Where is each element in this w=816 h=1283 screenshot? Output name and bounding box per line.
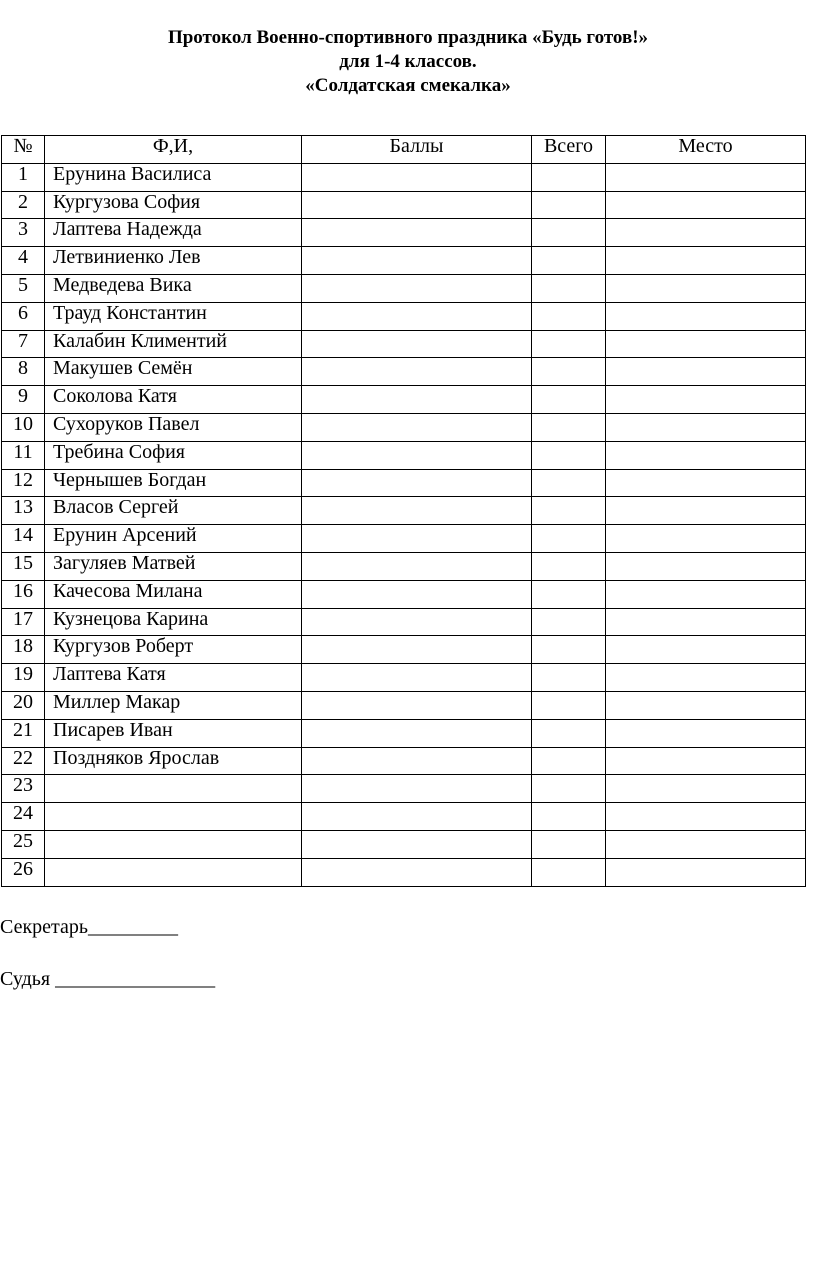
row-number-cell: 17 [2, 608, 45, 636]
table-row [2, 552, 806, 580]
place-cell [606, 358, 806, 386]
column-header-name: Ф,И, [45, 136, 302, 164]
table-row [2, 525, 806, 553]
total-cell [532, 358, 606, 386]
participant-name-cell: Ерунин Арсений [45, 525, 302, 553]
participant-name-cell: Лаптева Надежда [45, 219, 302, 247]
points-cell [302, 830, 532, 858]
total-cell [532, 830, 606, 858]
place-cell [606, 274, 806, 302]
document-title [0, 26, 816, 98]
row-number-cell: 1 [2, 163, 45, 191]
participant-name-cell: Чернышев Богдан [45, 469, 302, 497]
participant-name-cell: Писарев Иван [45, 719, 302, 747]
place-cell [606, 858, 806, 886]
table-body [2, 163, 806, 886]
column-header-total: Всего [532, 136, 606, 164]
row-number-cell: 21 [2, 719, 45, 747]
total-cell [532, 636, 606, 664]
total-cell [532, 775, 606, 803]
total-cell [532, 858, 606, 886]
place-cell [606, 525, 806, 553]
place-cell [606, 386, 806, 414]
table-row [2, 664, 806, 692]
table-row [2, 497, 806, 525]
row-number-cell: 3 [2, 219, 45, 247]
points-cell [302, 191, 532, 219]
row-number-cell: 6 [2, 302, 45, 330]
total-cell [532, 719, 606, 747]
row-number-cell: 9 [2, 386, 45, 414]
participant-name-cell: Трауд Константин [45, 302, 302, 330]
table-row [2, 302, 806, 330]
row-number-cell: 7 [2, 330, 45, 358]
participant-name-cell: Калабин Климентий [45, 330, 302, 358]
row-number-cell: 4 [2, 247, 45, 275]
points-cell [302, 274, 532, 302]
participant-name-cell: Поздняков Ярослав [45, 747, 302, 775]
points-cell [302, 330, 532, 358]
table-row [2, 274, 806, 302]
row-number-cell: 24 [2, 803, 45, 831]
participant-name-cell: Медведева Вика [45, 274, 302, 302]
column-header-points: Баллы [302, 136, 532, 164]
table-row [2, 163, 806, 191]
place-cell [606, 302, 806, 330]
place-cell [606, 691, 806, 719]
total-cell [532, 580, 606, 608]
points-cell [302, 747, 532, 775]
column-header-number: № [2, 136, 45, 164]
points-cell [302, 386, 532, 414]
row-number-cell: 13 [2, 497, 45, 525]
place-cell [606, 247, 806, 275]
points-cell [302, 580, 532, 608]
place-cell [606, 803, 806, 831]
points-cell [302, 552, 532, 580]
points-cell [302, 219, 532, 247]
participant-name-cell: Миллер Макар [45, 691, 302, 719]
points-cell [302, 636, 532, 664]
participant-name-cell: Ерунина Василиса [45, 163, 302, 191]
points-cell [302, 775, 532, 803]
judge-signature-line: Судья ________________ [0, 968, 216, 990]
participant-name-cell [45, 775, 302, 803]
row-number-cell: 16 [2, 580, 45, 608]
points-cell [302, 358, 532, 386]
total-cell [532, 302, 606, 330]
table-row [2, 858, 806, 886]
row-number-cell: 22 [2, 747, 45, 775]
participant-name-cell: Макушев Семён [45, 358, 302, 386]
table-row [2, 219, 806, 247]
place-cell [606, 191, 806, 219]
participant-name-cell [45, 858, 302, 886]
place-cell [606, 664, 806, 692]
row-number-cell: 14 [2, 525, 45, 553]
points-cell [302, 497, 532, 525]
row-number-cell: 10 [2, 413, 45, 441]
table-row [2, 386, 806, 414]
row-number-cell: 25 [2, 830, 45, 858]
table-row [2, 636, 806, 664]
table-row [2, 441, 806, 469]
row-number-cell: 23 [2, 775, 45, 803]
total-cell [532, 219, 606, 247]
total-cell [532, 441, 606, 469]
points-cell [302, 525, 532, 553]
place-cell [606, 747, 806, 775]
title-line-1: Протокол Военно-спортивного праздника «Будь готов!» [167, 27, 649, 48]
row-number-cell: 5 [2, 274, 45, 302]
participant-name-cell: Власов Сергей [45, 497, 302, 525]
participant-name-cell [45, 803, 302, 831]
participant-name-cell: Летвиниенко Лев [45, 247, 302, 275]
total-cell [532, 274, 606, 302]
column-header-place: Место [606, 136, 806, 164]
table-row [2, 691, 806, 719]
place-cell [606, 219, 806, 247]
table-row [2, 775, 806, 803]
table-row [2, 469, 806, 497]
row-number-cell: 11 [2, 441, 45, 469]
table-row [2, 191, 806, 219]
total-cell [532, 386, 606, 414]
total-cell [532, 552, 606, 580]
row-number-cell: 18 [2, 636, 45, 664]
points-cell [302, 247, 532, 275]
points-cell [302, 664, 532, 692]
points-cell [302, 691, 532, 719]
secretary-signature-line: Секретарь_________ [0, 916, 179, 938]
place-cell [606, 636, 806, 664]
place-cell [606, 469, 806, 497]
place-cell [606, 719, 806, 747]
row-number-cell: 19 [2, 664, 45, 692]
title-line-3: «Солдатская смекалка» [305, 75, 511, 96]
title-line-2: для 1-4 классов. [339, 51, 477, 72]
participant-name-cell: Загуляев Матвей [45, 552, 302, 580]
place-cell [606, 830, 806, 858]
place-cell [606, 580, 806, 608]
participant-name-cell [45, 830, 302, 858]
place-cell [606, 497, 806, 525]
points-cell [302, 719, 532, 747]
points-cell [302, 302, 532, 330]
row-number-cell: 26 [2, 858, 45, 886]
points-cell [302, 803, 532, 831]
place-cell [606, 608, 806, 636]
row-number-cell: 20 [2, 691, 45, 719]
total-cell [532, 803, 606, 831]
participant-name-cell: Кургузов Роберт [45, 636, 302, 664]
points-cell [302, 858, 532, 886]
place-cell [606, 163, 806, 191]
row-number-cell: 15 [2, 552, 45, 580]
total-cell [532, 664, 606, 692]
place-cell [606, 441, 806, 469]
total-cell [532, 163, 606, 191]
participant-name-cell: Сухоруков Павел [45, 413, 302, 441]
table-row [2, 413, 806, 441]
row-number-cell: 8 [2, 358, 45, 386]
points-cell [302, 608, 532, 636]
total-cell [532, 413, 606, 441]
table-row [2, 719, 806, 747]
place-cell [606, 330, 806, 358]
table-row [2, 358, 806, 386]
participant-name-cell: Требина София [45, 441, 302, 469]
participant-name-cell: Кургузова София [45, 191, 302, 219]
table-row [2, 580, 806, 608]
table-header-row [2, 136, 806, 164]
total-cell [532, 608, 606, 636]
place-cell [606, 775, 806, 803]
total-cell [532, 691, 606, 719]
total-cell [532, 525, 606, 553]
table-row [2, 608, 806, 636]
participant-name-cell: Лаптева Катя [45, 664, 302, 692]
table-row [2, 747, 806, 775]
points-cell [302, 413, 532, 441]
table-row [2, 830, 806, 858]
participant-name-cell: Качесова Милана [45, 580, 302, 608]
total-cell [532, 191, 606, 219]
table-row [2, 330, 806, 358]
table-row [2, 803, 806, 831]
place-cell [606, 413, 806, 441]
total-cell [532, 747, 606, 775]
total-cell [532, 497, 606, 525]
participant-name-cell: Соколова Катя [45, 386, 302, 414]
total-cell [532, 469, 606, 497]
protocol-table [1, 135, 806, 887]
row-number-cell: 2 [2, 191, 45, 219]
points-cell [302, 163, 532, 191]
place-cell [606, 552, 806, 580]
row-number-cell: 12 [2, 469, 45, 497]
participant-name-cell: Кузнецова Карина [45, 608, 302, 636]
total-cell [532, 247, 606, 275]
points-cell [302, 469, 532, 497]
points-cell [302, 441, 532, 469]
table-row [2, 247, 806, 275]
total-cell [532, 330, 606, 358]
